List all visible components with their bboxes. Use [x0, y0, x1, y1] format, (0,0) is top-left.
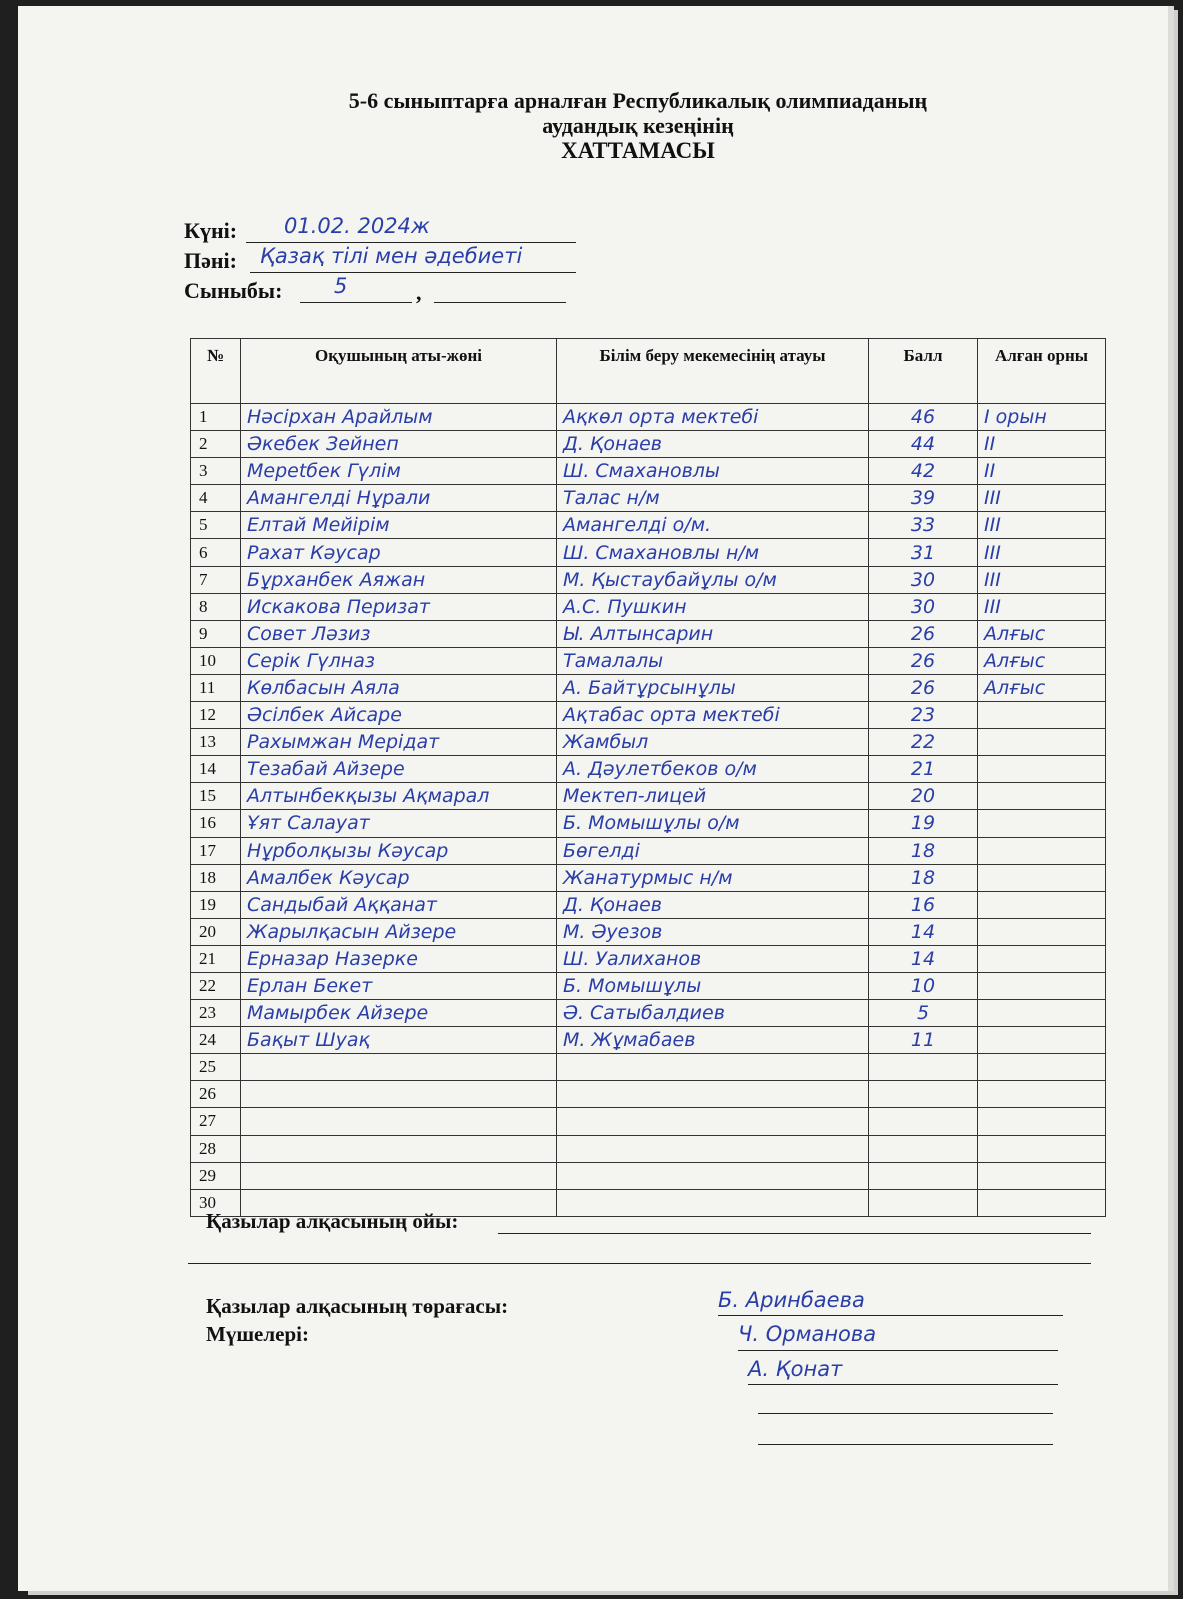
place-value: [978, 1162, 1106, 1189]
score-value: 30: [869, 566, 978, 593]
student-name: Көлбасын Аяла: [241, 674, 557, 701]
table-row: [191, 404, 1106, 431]
col-school: Білім беру мекемесінің атауы: [557, 339, 869, 404]
score-value: 18: [869, 837, 978, 864]
row-number: 4: [191, 485, 241, 512]
school-name: Ә. Сатыбалдиев: [557, 1000, 869, 1027]
school-name: Ш. Смахановлы: [557, 458, 869, 485]
student-name: [241, 1162, 557, 1189]
table-row: [191, 620, 1106, 647]
score-value: [869, 1135, 978, 1162]
table-row: [191, 945, 1106, 972]
grade-letter-underline: [434, 278, 566, 303]
row-number: 19: [191, 891, 241, 918]
school-name: Б. Момышұлы о/м: [557, 810, 869, 837]
signature-member-2: А. Қонат: [748, 1357, 843, 1381]
row-number: 22: [191, 972, 241, 999]
title-line-1: 5-6 сыныптарға арналған Республикалық олимпиаданың: [348, 88, 928, 113]
row-number: 14: [191, 756, 241, 783]
results-table: [190, 338, 1106, 1217]
table-row: [191, 431, 1106, 458]
signature-member-1: Ч. Орманова: [738, 1322, 877, 1346]
score-value: 31: [869, 539, 978, 566]
school-name: [557, 1189, 869, 1216]
document-title: [0, 88, 1183, 163]
grade-label: Сыныбы:: [184, 278, 283, 303]
table-row: [191, 485, 1106, 512]
student-name: Серік Гүлназ: [241, 647, 557, 674]
table-row: [191, 674, 1106, 701]
student-name: Әсілбек Айсаре: [241, 702, 557, 729]
place-value: [978, 756, 1106, 783]
col-place: Алған орны: [978, 339, 1106, 404]
protocol-meta: [184, 214, 523, 308]
row-number: 17: [191, 837, 241, 864]
opinion-line-2: [188, 1262, 1091, 1264]
place-value: II: [978, 458, 1106, 485]
place-value: [978, 1054, 1106, 1081]
row-number: 21: [191, 945, 241, 972]
row-number: 28: [191, 1135, 241, 1162]
row-number: 27: [191, 1108, 241, 1135]
table-row: [191, 647, 1106, 674]
grade-underline: [300, 278, 412, 303]
score-value: 22: [869, 729, 978, 756]
score-value: 21: [869, 756, 978, 783]
row-number: 16: [191, 810, 241, 837]
score-value: [869, 1081, 978, 1108]
place-value: [978, 1189, 1106, 1216]
grade-row: [184, 274, 422, 308]
student-name: [241, 1135, 557, 1162]
student-name: Мереtбек Гүлім: [241, 458, 557, 485]
school-name: Бөгелді: [557, 837, 869, 864]
school-name: А. Дәулетбеков о/м: [557, 756, 869, 783]
score-value: 20: [869, 783, 978, 810]
place-value: III: [978, 485, 1106, 512]
school-name: Ы. Алтынсарин: [557, 620, 869, 647]
school-name: Мектеп-лицей: [557, 783, 869, 810]
place-value: [978, 1000, 1106, 1027]
school-name: Б. Момышұлы: [557, 972, 869, 999]
title-line-3: ХАТТАМАСЫ: [561, 138, 715, 163]
place-value: III: [978, 539, 1106, 566]
subject-row: [184, 244, 523, 278]
chair-label: Қазылар алқасының төрағасы:: [206, 1294, 509, 1318]
score-value: [869, 1054, 978, 1081]
score-value: 26: [869, 674, 978, 701]
table-row: [191, 756, 1106, 783]
col-number: №: [191, 339, 241, 404]
place-value: [978, 864, 1106, 891]
student-name: Амангелді Нұрали: [241, 485, 557, 512]
row-number: 30: [191, 1189, 241, 1216]
student-name: Ұят Салауат: [241, 810, 557, 837]
table-row: [191, 891, 1106, 918]
table-row: [191, 864, 1106, 891]
table-row: [191, 1108, 1106, 1135]
table-row: [191, 810, 1106, 837]
place-value: [978, 783, 1106, 810]
row-number: 1: [191, 404, 241, 431]
place-value: [978, 810, 1106, 837]
place-value: [978, 1108, 1106, 1135]
place-value: III: [978, 566, 1106, 593]
row-number: 29: [191, 1162, 241, 1189]
school-name: А. Байтұрсынұлы: [557, 674, 869, 701]
row-number: 10: [191, 647, 241, 674]
place-value: [978, 702, 1106, 729]
student-name: Бақыт Шуақ: [241, 1027, 557, 1054]
school-name: Д. Қонаев: [557, 431, 869, 458]
student-name: Ерлан Бекет: [241, 972, 557, 999]
student-name: Ерназар Назерке: [241, 945, 557, 972]
table-row: [191, 566, 1106, 593]
score-value: 30: [869, 593, 978, 620]
score-value: 14: [869, 945, 978, 972]
school-name: М. Қыстаубайұлы о/м: [557, 566, 869, 593]
table-row: [191, 593, 1106, 620]
table-row: [191, 1135, 1106, 1162]
title-line-2: аудандық кезеңінің: [542, 113, 734, 138]
table-row: [191, 837, 1106, 864]
row-number: 11: [191, 674, 241, 701]
school-name: [557, 1135, 869, 1162]
place-value: II: [978, 431, 1106, 458]
school-name: Талас н/м: [557, 485, 869, 512]
col-score: Балл: [869, 339, 978, 404]
place-value: [978, 891, 1106, 918]
school-name: [557, 1162, 869, 1189]
student-name: Мамырбек Айзере: [241, 1000, 557, 1027]
school-name: М. Жұмабаев: [557, 1027, 869, 1054]
row-number: 20: [191, 918, 241, 945]
row-number: 2: [191, 431, 241, 458]
table-row: [191, 539, 1106, 566]
school-name: Ш. Смахановлы н/м: [557, 539, 869, 566]
signature-line-4: [758, 1412, 1053, 1414]
student-name: Искакова Перизат: [241, 593, 557, 620]
student-name: Амалбек Кәусар: [241, 864, 557, 891]
school-name: Д. Қонаев: [557, 891, 869, 918]
score-value: 14: [869, 918, 978, 945]
row-number: 5: [191, 512, 241, 539]
table-row: [191, 1162, 1106, 1189]
score-value: [869, 1162, 978, 1189]
row-number: 23: [191, 1000, 241, 1027]
student-name: Сандыбай Аққанат: [241, 891, 557, 918]
table-row: [191, 1054, 1106, 1081]
signature-line-2: [738, 1349, 1058, 1351]
score-value: 33: [869, 512, 978, 539]
row-number: 9: [191, 620, 241, 647]
row-number: 3: [191, 458, 241, 485]
table-header-row: [191, 339, 1106, 404]
score-value: 23: [869, 702, 978, 729]
score-value: 18: [869, 864, 978, 891]
student-name: [241, 1108, 557, 1135]
place-value: [978, 1027, 1106, 1054]
score-value: 39: [869, 485, 978, 512]
school-name: [557, 1081, 869, 1108]
table-row: [191, 972, 1106, 999]
date-value: 01.02. 2024ж: [284, 214, 430, 238]
place-value: [978, 972, 1106, 999]
student-name: Тезабай Айзере: [241, 756, 557, 783]
row-number: 13: [191, 729, 241, 756]
place-value: Алғыс: [978, 647, 1106, 674]
place-value: [978, 837, 1106, 864]
student-name: Алтынбекқызы Ақмарал: [241, 783, 557, 810]
place-value: III: [978, 512, 1106, 539]
score-value: 16: [869, 891, 978, 918]
student-name: Елтай Мейірім: [241, 512, 557, 539]
student-name: Нұрболқызы Кәусар: [241, 837, 557, 864]
score-value: 44: [869, 431, 978, 458]
score-value: [869, 1189, 978, 1216]
table-row: [191, 918, 1106, 945]
student-name: Совет Ләзиз: [241, 620, 557, 647]
signature-line-1: [718, 1314, 1063, 1316]
student-name: Нәсірхан Арайлым: [241, 404, 557, 431]
row-number: 12: [191, 702, 241, 729]
place-value: Алғыс: [978, 620, 1106, 647]
score-value: 5: [869, 1000, 978, 1027]
score-value: 42: [869, 458, 978, 485]
score-value: 26: [869, 647, 978, 674]
table-row: [191, 729, 1106, 756]
place-value: [978, 1135, 1106, 1162]
grade-value: 5: [334, 274, 348, 298]
school-name: [557, 1054, 869, 1081]
results-body: [191, 404, 1106, 1217]
table-row: [191, 512, 1106, 539]
row-number: 6: [191, 539, 241, 566]
student-name: Бұрханбек Аяжан: [241, 566, 557, 593]
row-number: 26: [191, 1081, 241, 1108]
school-name: Тамалалы: [557, 647, 869, 674]
student-name: [241, 1054, 557, 1081]
protocol-page: [18, 6, 1168, 1591]
student-name: Рахат Кәусар: [241, 539, 557, 566]
score-value: 10: [869, 972, 978, 999]
score-value: 26: [869, 620, 978, 647]
opinion-line-1: [498, 1232, 1091, 1234]
place-value: [978, 1081, 1106, 1108]
school-name: Амангелді о/м.: [557, 512, 869, 539]
score-value: [869, 1108, 978, 1135]
score-value: 46: [869, 404, 978, 431]
school-name: Ш. Уалиханов: [557, 945, 869, 972]
school-name: А.С. Пушкин: [557, 593, 869, 620]
school-name: Ақтабас орта мектебі: [557, 702, 869, 729]
student-name: Жарылқасын Айзере: [241, 918, 557, 945]
row-number: 8: [191, 593, 241, 620]
place-value: I орын: [978, 404, 1106, 431]
place-value: Алғыс: [978, 674, 1106, 701]
place-value: [978, 918, 1106, 945]
opinion-label: Қазылар алқасының ойы:: [206, 1209, 459, 1233]
score-value: 11: [869, 1027, 978, 1054]
school-name: Жамбыл: [557, 729, 869, 756]
row-number: 7: [191, 566, 241, 593]
table-row: [191, 1000, 1106, 1027]
student-name: Әкебек Зейнеп: [241, 431, 557, 458]
subject-value: Қазақ тілі мен әдебиеті: [260, 244, 523, 268]
table-row: [191, 1027, 1106, 1054]
row-number: 15: [191, 783, 241, 810]
student-name: [241, 1081, 557, 1108]
table-row: [191, 1081, 1106, 1108]
row-number: 25: [191, 1054, 241, 1081]
student-name: Рахымжан Мерідат: [241, 729, 557, 756]
school-name: Жанатурмыс н/м: [557, 864, 869, 891]
place-value: [978, 729, 1106, 756]
table-row: [191, 458, 1106, 485]
school-name: [557, 1108, 869, 1135]
grade-separator: ,: [416, 280, 422, 305]
school-name: М. Әуезов: [557, 918, 869, 945]
row-number: 24: [191, 1027, 241, 1054]
place-value: III: [978, 593, 1106, 620]
score-value: 19: [869, 810, 978, 837]
table-row: [191, 783, 1106, 810]
school-name: Ақкөл орта мектебі: [557, 404, 869, 431]
signature-line-3: [748, 1383, 1058, 1385]
members-label: Мүшелері:: [206, 1322, 309, 1346]
table-row: [191, 702, 1106, 729]
place-value: [978, 945, 1106, 972]
signature-line-5: [758, 1443, 1053, 1445]
signature-chair: Б. Аринбаева: [718, 1288, 865, 1312]
row-number: 18: [191, 864, 241, 891]
subject-label: Пәні:: [184, 248, 237, 273]
col-student-name: Оқушының аты-жөні: [241, 339, 557, 404]
date-label: Күні:: [184, 218, 238, 243]
